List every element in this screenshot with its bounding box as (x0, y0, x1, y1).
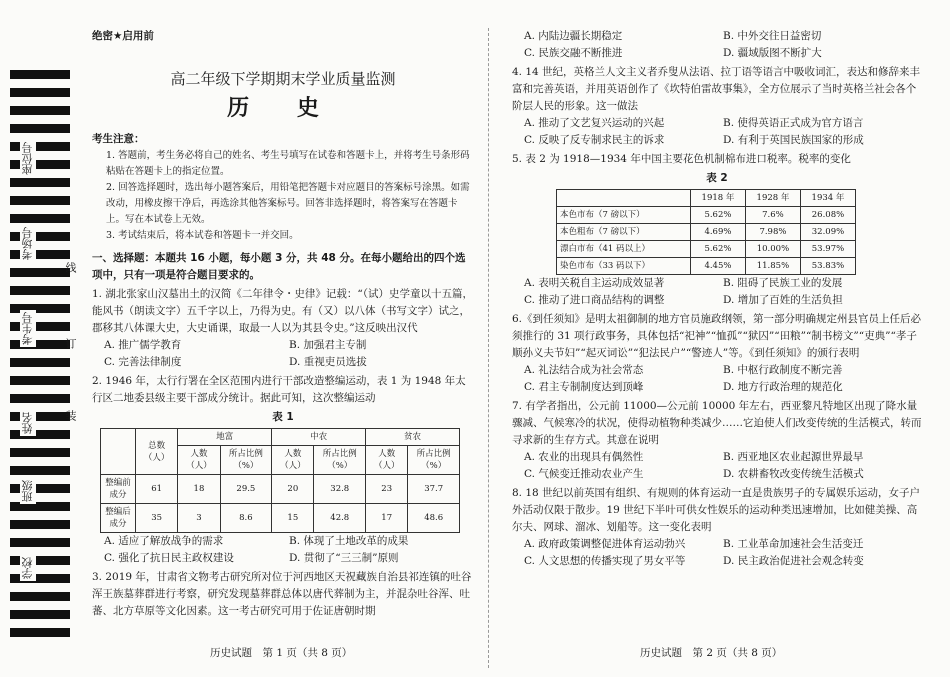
page-2 (512, 28, 922, 570)
binding-strip (0, 0, 80, 677)
binding-field-name: 姓名 (21, 412, 34, 434)
option: A. 推广儒学教育 (104, 339, 182, 351)
table-cell: 23 (366, 475, 408, 504)
page-divider (488, 28, 489, 668)
question-8-options (512, 536, 922, 570)
option: B. 中外交往日益密切 (723, 30, 822, 42)
table-cell: 29.5 (220, 475, 272, 504)
question-2-options (92, 533, 474, 567)
table-subheader: 所占比例（%） (314, 446, 366, 475)
section-heading: 一、选择题：本题共 16 小题，每小题 3 分，共 48 分。在每小题给出的四个选项中，只有一项是符合题目要求的。 (92, 252, 466, 281)
table-cell: 4.69% (690, 224, 745, 241)
note-item: 1. 答题前，考生务必将自己的姓名、考生号填写在试卷和答题卡上，并将考生号条形码粘贴在答题卡上的指定位置。 (106, 150, 470, 177)
option: A. 礼法结合成为社会常态 (524, 364, 644, 376)
note-item: 2. 回答选择题时，选出每小题答案后，用铅笔把答题卡对应题目的答案标号涂黑。如需改动，用橡皮擦干净后，再选涂其他答案标号。回答非选择题时，将答案写在答题卡上。写在本试卷上无效。 (106, 182, 470, 225)
table-cell: 整编后成分 (101, 504, 136, 533)
table-header: 1934 年 (800, 190, 855, 207)
question-6-stem: 6.《到任须知》是明太祖御制的地方官员施政纲领，第一部分明确规定州县官员上任后必须推行的 31 项行政事务，具体包括“祀神”“恤孤”“狱囚”“田粮”“制书榜文”“吏典”“孝子顺孙义夫节妇”“起灭词讼”“犯法民户”“警迹人”等。《到任须知》的颁行表明 (512, 313, 922, 359)
option: A. 推动了文艺复兴运动的兴起 (524, 117, 665, 129)
table-2 (556, 189, 856, 275)
option: D. 地方行政治理的规范化 (723, 381, 843, 393)
binding-field-class: 班级 (21, 480, 34, 502)
question-7-options (512, 449, 922, 483)
option: D. 农耕畜牧改变传统生活模式 (723, 468, 864, 480)
cut-mark-line: 线 (64, 262, 77, 273)
table-cell: 53.83% (800, 258, 855, 275)
question-1-options (92, 337, 474, 371)
question-1-stem: 1. 湖北张家山汉墓出土的汉简《二年律令・史律》记载：“（试）史学童以十五篇，能风书（朗读文字）五千字以上，乃得为史。有（又）以八体（书写文字）试之，郡移其八体课大史，大史诵课，取最一人以为其县令史。”这反映出汉代 (92, 288, 473, 334)
option: D. 增加了百姓的生活负担 (723, 294, 843, 306)
option: A. 内陆边疆长期稳定 (524, 30, 623, 42)
table-header: 中农 (272, 429, 366, 446)
option: C. 民族交融不断推进 (524, 47, 623, 59)
table-cell: 15 (272, 504, 314, 533)
page-footer-right: 历史试题 第 2 页（共 8 页） (640, 647, 783, 659)
option: A. 政府政策调整促进体育运动勃兴 (524, 538, 686, 550)
question-2-stem: 2. 1946 年，太行行署在全区范围内进行干部改造整编运动，表 1 为 1948 年太行区二地委县级主要干部成分统计。据此可知，这次整编运动 (92, 375, 466, 404)
table-header: 1928 年 (745, 190, 800, 207)
table-row (557, 207, 856, 224)
table-cell: 5.62% (690, 207, 745, 224)
option: B. 工业革命加速社会生活变迁 (723, 538, 864, 550)
cut-mark-staple: 订 (64, 338, 77, 349)
table-cell: 61 (136, 475, 178, 504)
option: C. 气候变迁推动农业产生 (524, 468, 644, 480)
option: B. 体现了土地改革的成果 (289, 535, 409, 547)
option: A. 农业的出现具有偶然性 (524, 451, 644, 463)
option: B. 西亚地区农业起源世界最早 (723, 451, 864, 463)
table-2-caption: 表 2 (706, 172, 728, 184)
table-cell: 48.6 (408, 504, 460, 533)
question-5-options (512, 275, 922, 309)
question-3-stem: 3. 2019 年，甘肃省文物考古研究所对位于河西地区天祝藏族自治县祁连镇的吐谷浑王族墓葬群进行考察，研究发现墓葬群总体以唐代葬制为主，并混杂吐谷浑、吐蕃、北方草原等文化因素。这一考古研究可用于佐证唐朝时期 (92, 571, 472, 617)
option: C. 反映了反专制求民主的诉求 (524, 134, 665, 146)
option: C. 强化了抗日民主政权建设 (104, 552, 234, 564)
table-cell: 8.6 (220, 504, 272, 533)
question-5-stem: 5. 表 2 为 1918—1934 年中国主要花色机制棉布进口税率。税率的变化 (512, 153, 851, 165)
table-cell: 3 (178, 504, 220, 533)
table-header (101, 429, 136, 475)
table-cell: 本色粗布（7 磅以下） (557, 224, 691, 241)
option: A. 适应了解放战争的需求 (104, 535, 224, 547)
table-cell: 26.08% (800, 207, 855, 224)
table-header: 地富 (178, 429, 272, 446)
option: B. 阻碍了民族工业的发展 (723, 277, 843, 289)
option: B. 加强君主专制 (289, 339, 367, 351)
question-8-stem: 8. 18 世纪以前英国有组织、有规则的体育运动一直是贵族男子的专属娱乐运动，女子户外活动仅限于散步。19 世纪下半叶可供女性娱乐的运动种类迅速增加，比如健美操、高尔夫、网球、溜冰、划船等。这一变化表明 (512, 487, 921, 533)
option: B. 使得英语正式成为官方语言 (723, 117, 864, 129)
option: C. 推动了进口商品结构的调整 (524, 294, 665, 306)
table-cell: 10.00% (745, 241, 800, 258)
table-1-caption: 表 1 (272, 411, 294, 423)
option: C. 完善法律制度 (104, 356, 182, 368)
table-cell: 4.45% (690, 258, 745, 275)
table-header (557, 190, 691, 207)
question-6-options (512, 362, 922, 396)
table-cell: 18 (178, 475, 220, 504)
option: C. 君主专制制度达到顶峰 (524, 381, 644, 393)
table-cell: 漂白市布（41 码以上） (557, 241, 691, 258)
table-cell: 35 (136, 504, 178, 533)
table-subheader: 人数（人） (272, 446, 314, 475)
option: D. 贯彻了“三三制”原则 (289, 552, 399, 564)
confidential-label: 绝密★启用前 (92, 30, 154, 42)
page-footer-left: 历史试题 第 1 页（共 8 页） (210, 647, 353, 659)
option: D. 民主政治促进社会观念转变 (723, 555, 864, 567)
table-cell: 染色市布（33 码以下） (557, 258, 691, 275)
note-item: 3. 考试结束后，将本试卷和答题卡一并交回。 (106, 230, 299, 241)
option: C. 人文思想的传播实现了男女平等 (524, 555, 686, 567)
table-header: 贫农 (366, 429, 460, 446)
table-subheader: 人数（人） (366, 446, 408, 475)
table-cell: 32.8 (314, 475, 366, 504)
table-subheader: 所占比例（%） (408, 446, 460, 475)
option: D. 重视吏员选拔 (289, 356, 367, 368)
option: B. 中枢行政制度不断完善 (723, 364, 843, 376)
binding-field-room: 考场号 (21, 227, 34, 260)
exam-title: 高二年级下学期期末学业质量监测 (170, 70, 396, 88)
question-4-options (512, 115, 922, 149)
table-cell: 17 (366, 504, 408, 533)
question-3-options (512, 28, 922, 62)
table-row (557, 224, 856, 241)
table-cell: 37.7 (408, 475, 460, 504)
notes-heading: 考生注意： (92, 133, 145, 145)
table-row (557, 241, 856, 258)
table-row (101, 504, 460, 533)
option: D. 疆域版图不断扩大 (723, 47, 822, 59)
table-cell: 32.09% (800, 224, 855, 241)
binding-field-seat: 座位号 (21, 142, 34, 175)
table-subheader: 所占比例（%） (220, 446, 272, 475)
table-cell: 本色市布（7 磅以下） (557, 207, 691, 224)
table-cell: 42.8 (314, 504, 366, 533)
table-cell: 53.97% (800, 241, 855, 258)
table-row (557, 258, 856, 275)
cut-mark-bind: 装 (64, 410, 77, 421)
question-4-stem: 4. 14 世纪，英格兰人文主义者乔叟从法语、拉丁语等语言中吸收词汇，表达和修辞来丰富和完善英语，并用英语创作了《坎特伯雷故事集》，全方位展示了当时英格兰社会各个阶层人民的形象。这一做法 (512, 66, 921, 112)
subject-title: 历 史 (227, 96, 339, 121)
option: A. 表明关税自主运动成效显著 (524, 277, 665, 289)
table-cell: 7.98% (745, 224, 800, 241)
table-row (101, 475, 460, 504)
table-1 (100, 428, 460, 533)
table-header: 总数（人） (136, 429, 178, 475)
table-cell: 5.62% (690, 241, 745, 258)
table-subheader: 人数（人） (178, 446, 220, 475)
table-cell: 11.85% (745, 258, 800, 275)
binding-field-examinee: 考生号 (21, 312, 34, 345)
page-1 (92, 28, 474, 620)
table-header: 1918 年 (690, 190, 745, 207)
binding-bars (10, 70, 70, 660)
binding-field-school: 学校 (21, 557, 34, 579)
option: D. 有利于英国民族国家的形成 (723, 134, 864, 146)
table-cell: 7.6% (745, 207, 800, 224)
table-cell: 整编前成分 (101, 475, 136, 504)
table-cell: 20 (272, 475, 314, 504)
question-7-stem: 7. 有学者指出，公元前 11000—公元前 10000 年左右，西亚黎凡特地区出现了降水量骤减、气候寒冷的状况，使得动植物种类减少……它迫使人们改变传统的生活模式，转而寻求新的生存方式。其意在说明 (512, 400, 922, 446)
